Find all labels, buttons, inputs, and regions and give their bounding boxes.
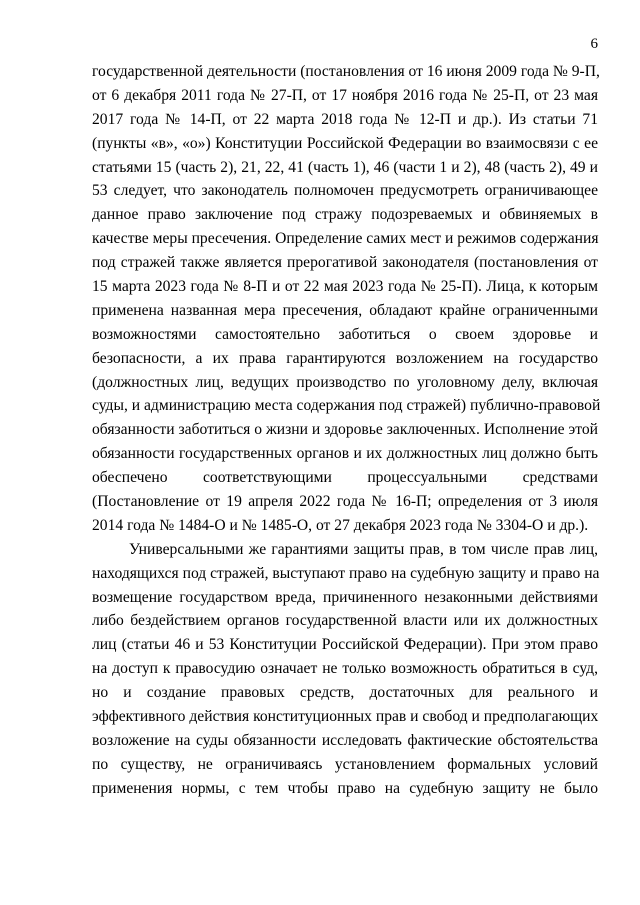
text-line: от 6 декабря 2011 года № 27-П, от 17 ноября 2016 года № 25-П, от 23 мая (92, 86, 598, 104)
text-line: государственной деятельности (постановления от 16 июня 2009 года № 9-П, (92, 63, 600, 80)
text-line: возможностями самостоятельно заботиться о своем здоровье и (92, 325, 598, 343)
text-line: обязанности заботиться о жизни и здоровье заключенных. Исполнение этой (92, 421, 598, 439)
text-line: возмещение государством вреда, причиненного незаконными действиями (92, 588, 598, 606)
text-line: по существу, не ограничиваясь установлением формальных условий (92, 755, 598, 773)
text-line: Универсальными же гарантиями защиты прав, в том числе прав лиц, (129, 540, 598, 558)
text-line: под стражей также является прерогативой законодателя (постановления от (92, 254, 598, 272)
text-line: применения нормы, с тем чтобы право на судебную защиту не было (92, 779, 598, 797)
document-body-text (92, 60, 601, 801)
text-line: 2014 года № 1484-О и № 1485-О, от 27 декабря 2023 года № 3304-О и др.). (92, 516, 589, 534)
text-line: суды, и администрацию места содержания под стражей) публично-правовой (92, 397, 601, 415)
text-line: применена названная мера пресечения, обладают крайне ограниченными (92, 301, 598, 319)
text-line: но и создание правовых средств, достаточных для реального и (92, 684, 598, 702)
text-line: данное право заключение под стражу подозреваемых и обвиняемых в (92, 206, 598, 224)
page-number: 6 (590, 36, 598, 52)
text-line: безопасности, а их права гарантируются возложением на государство (92, 349, 598, 367)
text-line: статьями 15 (часть 2), 21, 22, 41 (часть 1), 46 (части 1 и 2), 48 (часть 2), 49 и (92, 158, 598, 176)
text-line: 15 марта 2023 года № 8-П и от 22 мая 2023 года № 25-П). Лица, к которым (92, 278, 598, 296)
text-line: находящихся под стражей, выступают право на судебную защиту и право на (92, 564, 600, 582)
text-line: обеспечено соответствующими процессуальными средствами (92, 469, 598, 487)
text-line: лиц (статьи 46 и 53 Конституции Российской Федерации). При этом право (92, 636, 598, 654)
text-line: эффективного действия конституционных прав и свобод и предполагающих (92, 708, 599, 726)
text-line: 2017 года № 14-П, от 22 марта 2018 года № 12-П и др.). Из статьи 71 (92, 110, 598, 128)
text-line: либо бездействием органов государственной власти или их должностных (92, 612, 598, 630)
text-line: (должностных лиц, ведущих производство по уголовному делу, включая (92, 373, 598, 391)
text-line: 53 следует, что законодатель полномочен предусмотреть ограничивающее (92, 182, 598, 200)
text-line: качестве меры пресечения. Определение самих мест и режимов содержания (92, 230, 599, 248)
text-line: (пункты «в», «о») Конституции Российской Федерации во взаимосвязи с ее (92, 134, 598, 152)
text-line: обязанности государственных органов и их должностных лиц должно быть (92, 445, 598, 463)
text-line: на доступ к правосудию означает не только возможность обратиться в суд, (92, 660, 598, 678)
text-line: возложение на суды обязанности исследовать фактические обстоятельства (92, 731, 598, 749)
text-line: (Постановление от 19 апреля 2022 года № 16-П; определения от 3 июля (92, 493, 598, 511)
